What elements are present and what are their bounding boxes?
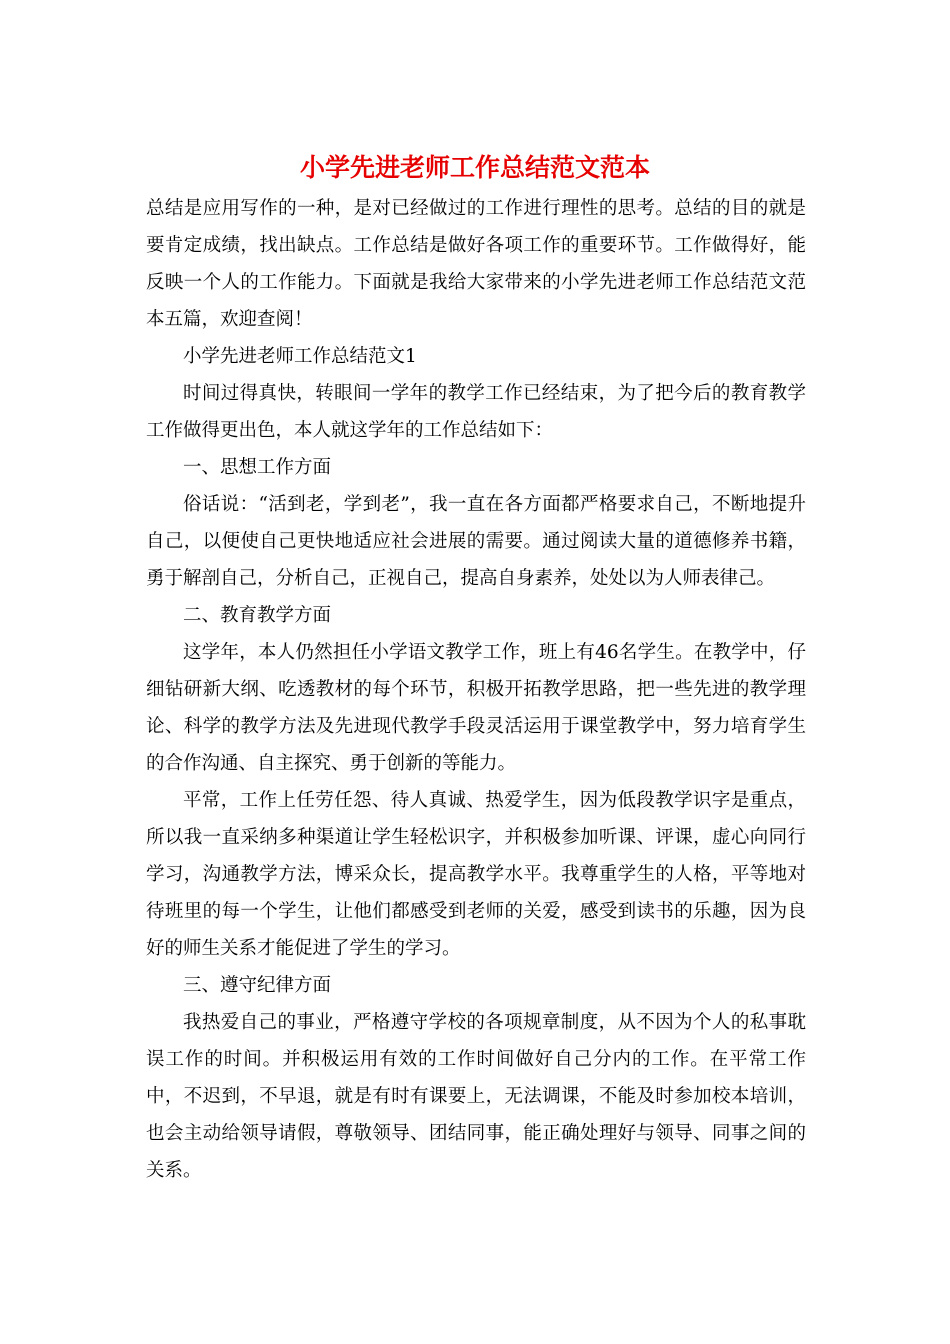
body-paragraph: 平常，工作上任劳任怨、待人真诚、热爱学生，因为低段教学识字是重点，所以我一直采纳多种渠道让学生轻松识字，并积极参加听课、评课，虚心向同行学习，沟通教学方法，博采众长，提高教学水平。我尊重学生的人格，平等地对待班里的每一个学生，让他们都感受到老师的关爱，感受到读书的乐趣，因为良好的师生关系才能促进了学生的学习。	[146, 790, 806, 959]
section-heading-thought-work: 一、思想工作方面	[183, 457, 332, 478]
body-paragraph: 这学年，本人仍然担任小学语文教学工作，班上有46名学生。在教学中，仔细钻研新大纲、吃透教材的每个环节，积极开拓教学思路，把一些先进的教学理论、科学的教学方法及先进现代教学手段灵活运用于课堂教学中，努力培育学生的合作沟通、自主探究、勇于创新的等能力。	[146, 642, 806, 774]
section-heading-essay-1: 小学先进老师工作总结范文1	[183, 346, 417, 367]
document-body	[146, 190, 806, 1189]
section-heading-teaching: 二、教育教学方面	[183, 605, 332, 626]
body-paragraph: 我热爱自己的事业，严格遵守学校的各项规章制度，从不因为个人的私事耽误工作的时间。并积极运用有效的工作时间做好自己分内的工作。在平常工作中，不迟到，不早退，就是有时有课要上，无法调课，不能及时参加校本培训，也会主动给领导请假，尊敬领导、团结同事，能正确处理好与领导、同事之间的关系。	[146, 1012, 806, 1181]
body-paragraph: 俗话说：“活到老，学到老”，我一直在各方面都严格要求自己，不断地提升自己，以便使自己更快地适应社会进展的需要。通过阅读大量的道德修养书籍，勇于解剖自己，分析自己，正视自己，提高自身素养，处处以为人师表律己。	[146, 494, 806, 589]
body-paragraph: 时间过得真快，转眼间一学年的教学工作已经结束，为了把今后的教育教学工作做得更出色，本人就这学年的工作总结如下：	[146, 383, 806, 441]
document-title: 小学先进老师工作总结范文范本	[299, 153, 650, 182]
section-heading-discipline: 三、遵守纪律方面	[183, 975, 332, 996]
intro-paragraph: 总结是应用写作的一种，是对已经做过的工作进行理性的思考。总结的目的就是要肯定成绩，找出缺点。工作总结是做好各项工作的重要环节。工作做得好，能反映一个人的工作能力。下面就是我给大家带来的小学先进老师工作总结范文范本五篇，欢迎查阅！	[146, 198, 806, 330]
